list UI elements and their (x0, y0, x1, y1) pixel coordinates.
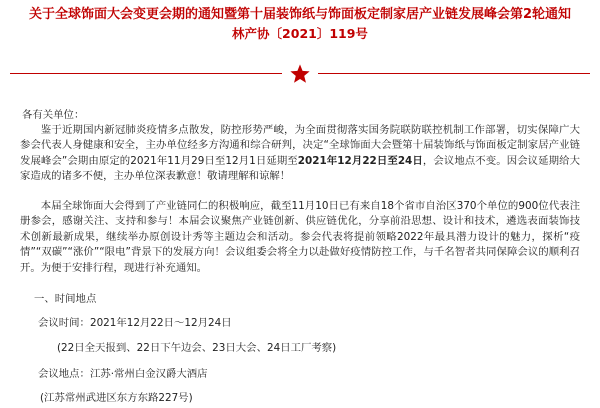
paragraph-1-text-b: ，会议地点不变。因会议延期给大家造成的诸多不便，主办单位深表歉意！敬请理解和谅解！ (20, 154, 581, 183)
meeting-address: (江苏常州武进区东方东路227号) (40, 392, 193, 404)
document-number: 林产协〔2021〕119号 (232, 26, 368, 41)
meeting-place: 会议地点：江苏·常州白金汉爵大酒店 (38, 368, 208, 380)
paragraph-1 (20, 123, 580, 185)
salutation: 各有关单位： (22, 109, 85, 121)
section-heading-time-place: 一、时间地点 (34, 293, 97, 305)
meeting-schedule: (22日全天报到、22日下午边会、23日大会、24日工厂考察) (57, 342, 337, 354)
paragraph-1-new-dates: 2021年12月22日至24日 (297, 154, 423, 167)
divider-right (318, 73, 590, 74)
notice-title: 关于全球饰面大会变更会期的通知暨第十届装饰纸与饰面板定制家居产业链发展峰会第2轮通知 (28, 7, 572, 22)
divider-left (10, 73, 282, 74)
paragraph-2: 本届全球饰面大会得到了产业链同仁的积极响应，截至11月10日已有来自18个省市自治区370个单位的900位代表注册参会，感谢关注、支持和参与！本届会议聚焦产业链创新、供应链优化，分享前沿思想、设计和技术，遴选表面装饰技术创新最新成果，继续举办原创设计秀等主题边会和活动。参会代表将提前领略2022年最具潜力设计的魅力，探析“疫情”“双碳”“涨价”“限电”背景下的发展方向！会议组委会将全力以赴做好疫情防控工作，与千名智者共同保障会议的顺利召开。为便于安排行程，现进行补充通知。 (20, 200, 580, 274)
paragraph-1-text-a: 鉴于近期国内新冠肺炎疫情多点散发，防控形势严峻，为全面贯彻落实国务院联防联控机制工作部署，切实保障广大参会代表人身健康和安全，主办单位经多方沟通和综合研判，决定“全球饰面大会暨第十届装饰纸与饰面板定制家居产业链发展峰会”会期由原定的2021年11月29日至12月1日延期至 (20, 124, 580, 167)
meeting-time: 会议时间：2021年12月22日～12月24日 (38, 317, 232, 329)
star-icon (289, 63, 311, 85)
